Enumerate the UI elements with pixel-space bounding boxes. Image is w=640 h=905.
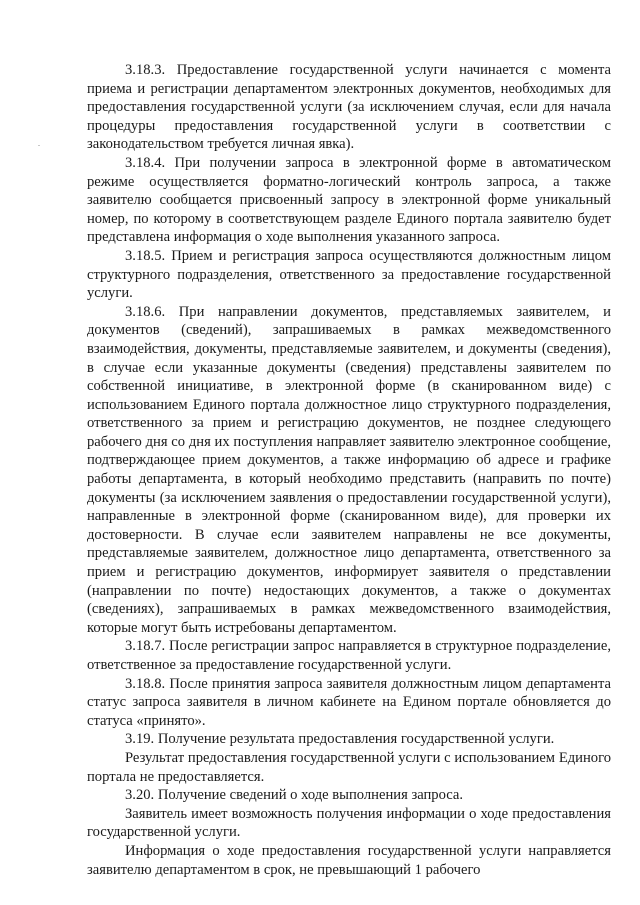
paragraph-3-18-6: 3.18.6. При направлении документов, представляемых заявителем, и документов (сведений), запрашиваемых в рамках межведомственного взаимодействия, документы, представляемые заявителем, и документы (сведения), в случае если указанные документы (сведения) представлены заявителем по собственной инициативе, в электронной форме (в сканированном виде) с использованием Единого портала должностное лицо структурного подразделения, ответственного за прием и регистрацию документов, не позднее следующего рабочего дня со дня их поступления направляет заявителю электронное сообщение, подтверждающее прием документов, а также информацию об адресе и графике работы департамента, в который необходимо представить (направить по почте) документы (за исключением заявления о предоставлении государственной услуги), направленные в электронной форме (сканированном виде), для проверки их достоверности. В случае если заявителем направлены не все документы, представляемые заявителем, должностное лицо департамента, ответственного за прием и регистрацию документов, информирует заявителя о представлении (направлении по почте) недостающих документов, а также о документах (сведениях), запрашиваемых в рамках межведомственного взаимодействия, которые могут быть истребованы департаментом. xyxy=(87,303,611,636)
paragraph-3-20: 3.20. Получение сведений о ходе выполнения запроса. xyxy=(125,787,464,804)
document-body xyxy=(87,61,611,879)
paragraph-3-19-result: Результат предоставления государственной услуги с использованием Единого портала не предоставляется. xyxy=(87,749,611,785)
paragraph-3-19: 3.19. Получение результата предоставления государственной услуги. xyxy=(125,731,555,748)
paragraph-3-20-info: Информация о ходе предоставления государственной услуги направляется заявителю департаментом в срок, не превышающий 1 рабочего xyxy=(87,842,611,878)
paragraph-3-18-7: 3.18.7. После регистрации запрос направляется в структурное подразделение, ответственное за предоставление государственной услуги. xyxy=(87,638,611,673)
paragraph-3-18-4: 3.18.4. При получении запроса в электронной форме в автоматическом режиме осуществляется форматно-логический контроль запроса, а также заявителю сообщается присвоенный запросу в электронной форме уникальный номер, по которому в соответствующем разделе Единого портала заявителю будет представлена информация о ходе выполнения указанного запроса. xyxy=(87,154,611,246)
paragraph-3-18-3: 3.18.3. Предоставление государственной услуги начинается с момента приема и регистрации департаментом электронных документов, необходимых для предоставления государственной услуги (за исключением случая, если для начала процедуры предоставления государственной услуги в соответствии с законодательством требуется личная явка). xyxy=(87,62,611,153)
paragraph-3-18-5: 3.18.5. Прием и регистрация запроса осуществляются должностным лицом структурного подразделения, ответственного за предоставление государственной услуги. xyxy=(87,247,611,302)
paragraph-3-18-8: 3.18.8. После принятия запроса заявителя должностным лицом департамента статус запроса заявителя в личном кабинете на Едином портале обновляется до статуса «принято». xyxy=(87,675,611,729)
margin-mark xyxy=(38,145,40,146)
paragraph-3-20-applicant: Заявитель имеет возможность получения информации о ходе предоставления государственной услуги. xyxy=(87,805,611,841)
